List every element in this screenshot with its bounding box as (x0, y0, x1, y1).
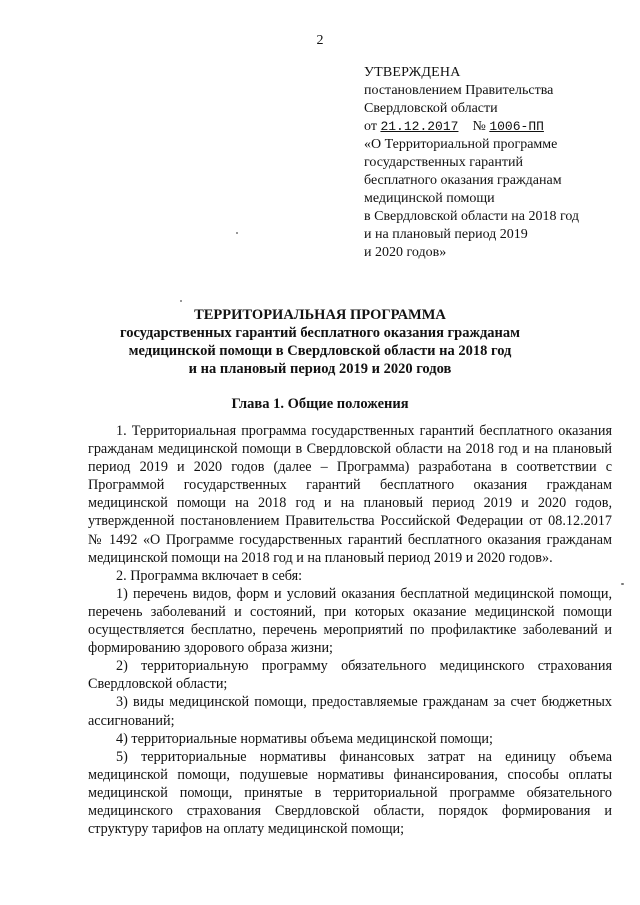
document-body (88, 422, 612, 838)
resolution-line: государственных гарантий (364, 155, 523, 170)
paragraph: 1. Территориальная программа государственных гарантий бесплатного оказания гражданам медицинской помощи в Свердловской области на 2018 год и на плановый период 2019 и 2020 годов (далее – Программа) разработана в соответствии с Программой государственных гарантий бесплатного оказания гражданам медицинской помощи на 2018 год и на плановый период 2019 и 2020 годов, утвержденной постановлением Правительства Российской Федерации от 08.12.2017 № 1492 «О Программе государственных гарантий бесплатного оказания гражданам медицинской помощи на 2018 год и на плановый период 2019 и 2020 годов». (88, 423, 612, 566)
resolution-line: бесплатного оказания гражданам (364, 173, 562, 188)
document-title (0, 306, 640, 378)
approval-number-label: № (472, 119, 486, 134)
title-line: государственных гарантий бесплатного оказания гражданам (119, 325, 521, 341)
title-line: и на плановый период 2019 и 2020 годов (188, 361, 452, 377)
approval-line-1: постановлением Правительства (364, 83, 554, 98)
scan-artifact (180, 300, 182, 302)
resolution-line: в Свердловской области на 2018 год (364, 209, 580, 224)
approval-line-2: Свердловской области (364, 101, 498, 116)
paragraph: 5) территориальные нормативы финансовых затрат на единицу объема медицинской помощи, подушевые нормативы финансирования, способы оплаты медицинской помощи, принятые в территориальной программе обязательного медицинского страхования Свердловской области, порядок формирования и структуру тарифов на оплату медицинской помощи; (88, 748, 612, 838)
resolution-line: и 2020 годов» (364, 245, 447, 260)
approval-date-line (364, 118, 624, 136)
scan-artifact (621, 583, 624, 585)
approval-stamp (364, 64, 624, 262)
paragraph: 4) территориальные нормативы объема медицинской помощи; (116, 730, 493, 747)
approval-heading: УТВЕРЖДЕНА (364, 65, 461, 80)
approval-from-label: от (364, 119, 377, 134)
resolution-line: медицинской помощи (364, 191, 495, 206)
paragraph: 1) перечень видов, форм и условий оказания бесплатной медицинской помощи, перечень заболеваний и состояний, при которых оказание медицинской помощи осуществляется бесплатно, перечень мероприятий по профилактике заболеваний и формированию здорового образа жизни; (88, 585, 612, 657)
approval-number: 1006-ПП (489, 119, 544, 134)
paragraph: 2) территориальную программу обязательного медицинского страхования Свердловской области; (88, 658, 612, 693)
approval-date: 21.12.2017 (380, 119, 459, 134)
paragraph: 3) виды медицинской помощи, предоставляемые гражданам за счет бюджетных ассигнований; (88, 694, 612, 729)
resolution-line: и на плановый период 2019 (364, 227, 528, 242)
title-line: медицинской помощи в Свердловской области на 2018 год (128, 343, 512, 359)
title-line: ТЕРРИТОРИАЛЬНАЯ ПРОГРАММА (194, 307, 446, 323)
paragraph: 2. Программа включает в себя: (116, 567, 303, 584)
resolution-line: «О Территориальной программе (364, 137, 558, 152)
chapter-heading: Глава 1. Общие положения (231, 396, 409, 412)
page-number: 2 (316, 33, 324, 48)
scan-artifact (236, 232, 238, 234)
